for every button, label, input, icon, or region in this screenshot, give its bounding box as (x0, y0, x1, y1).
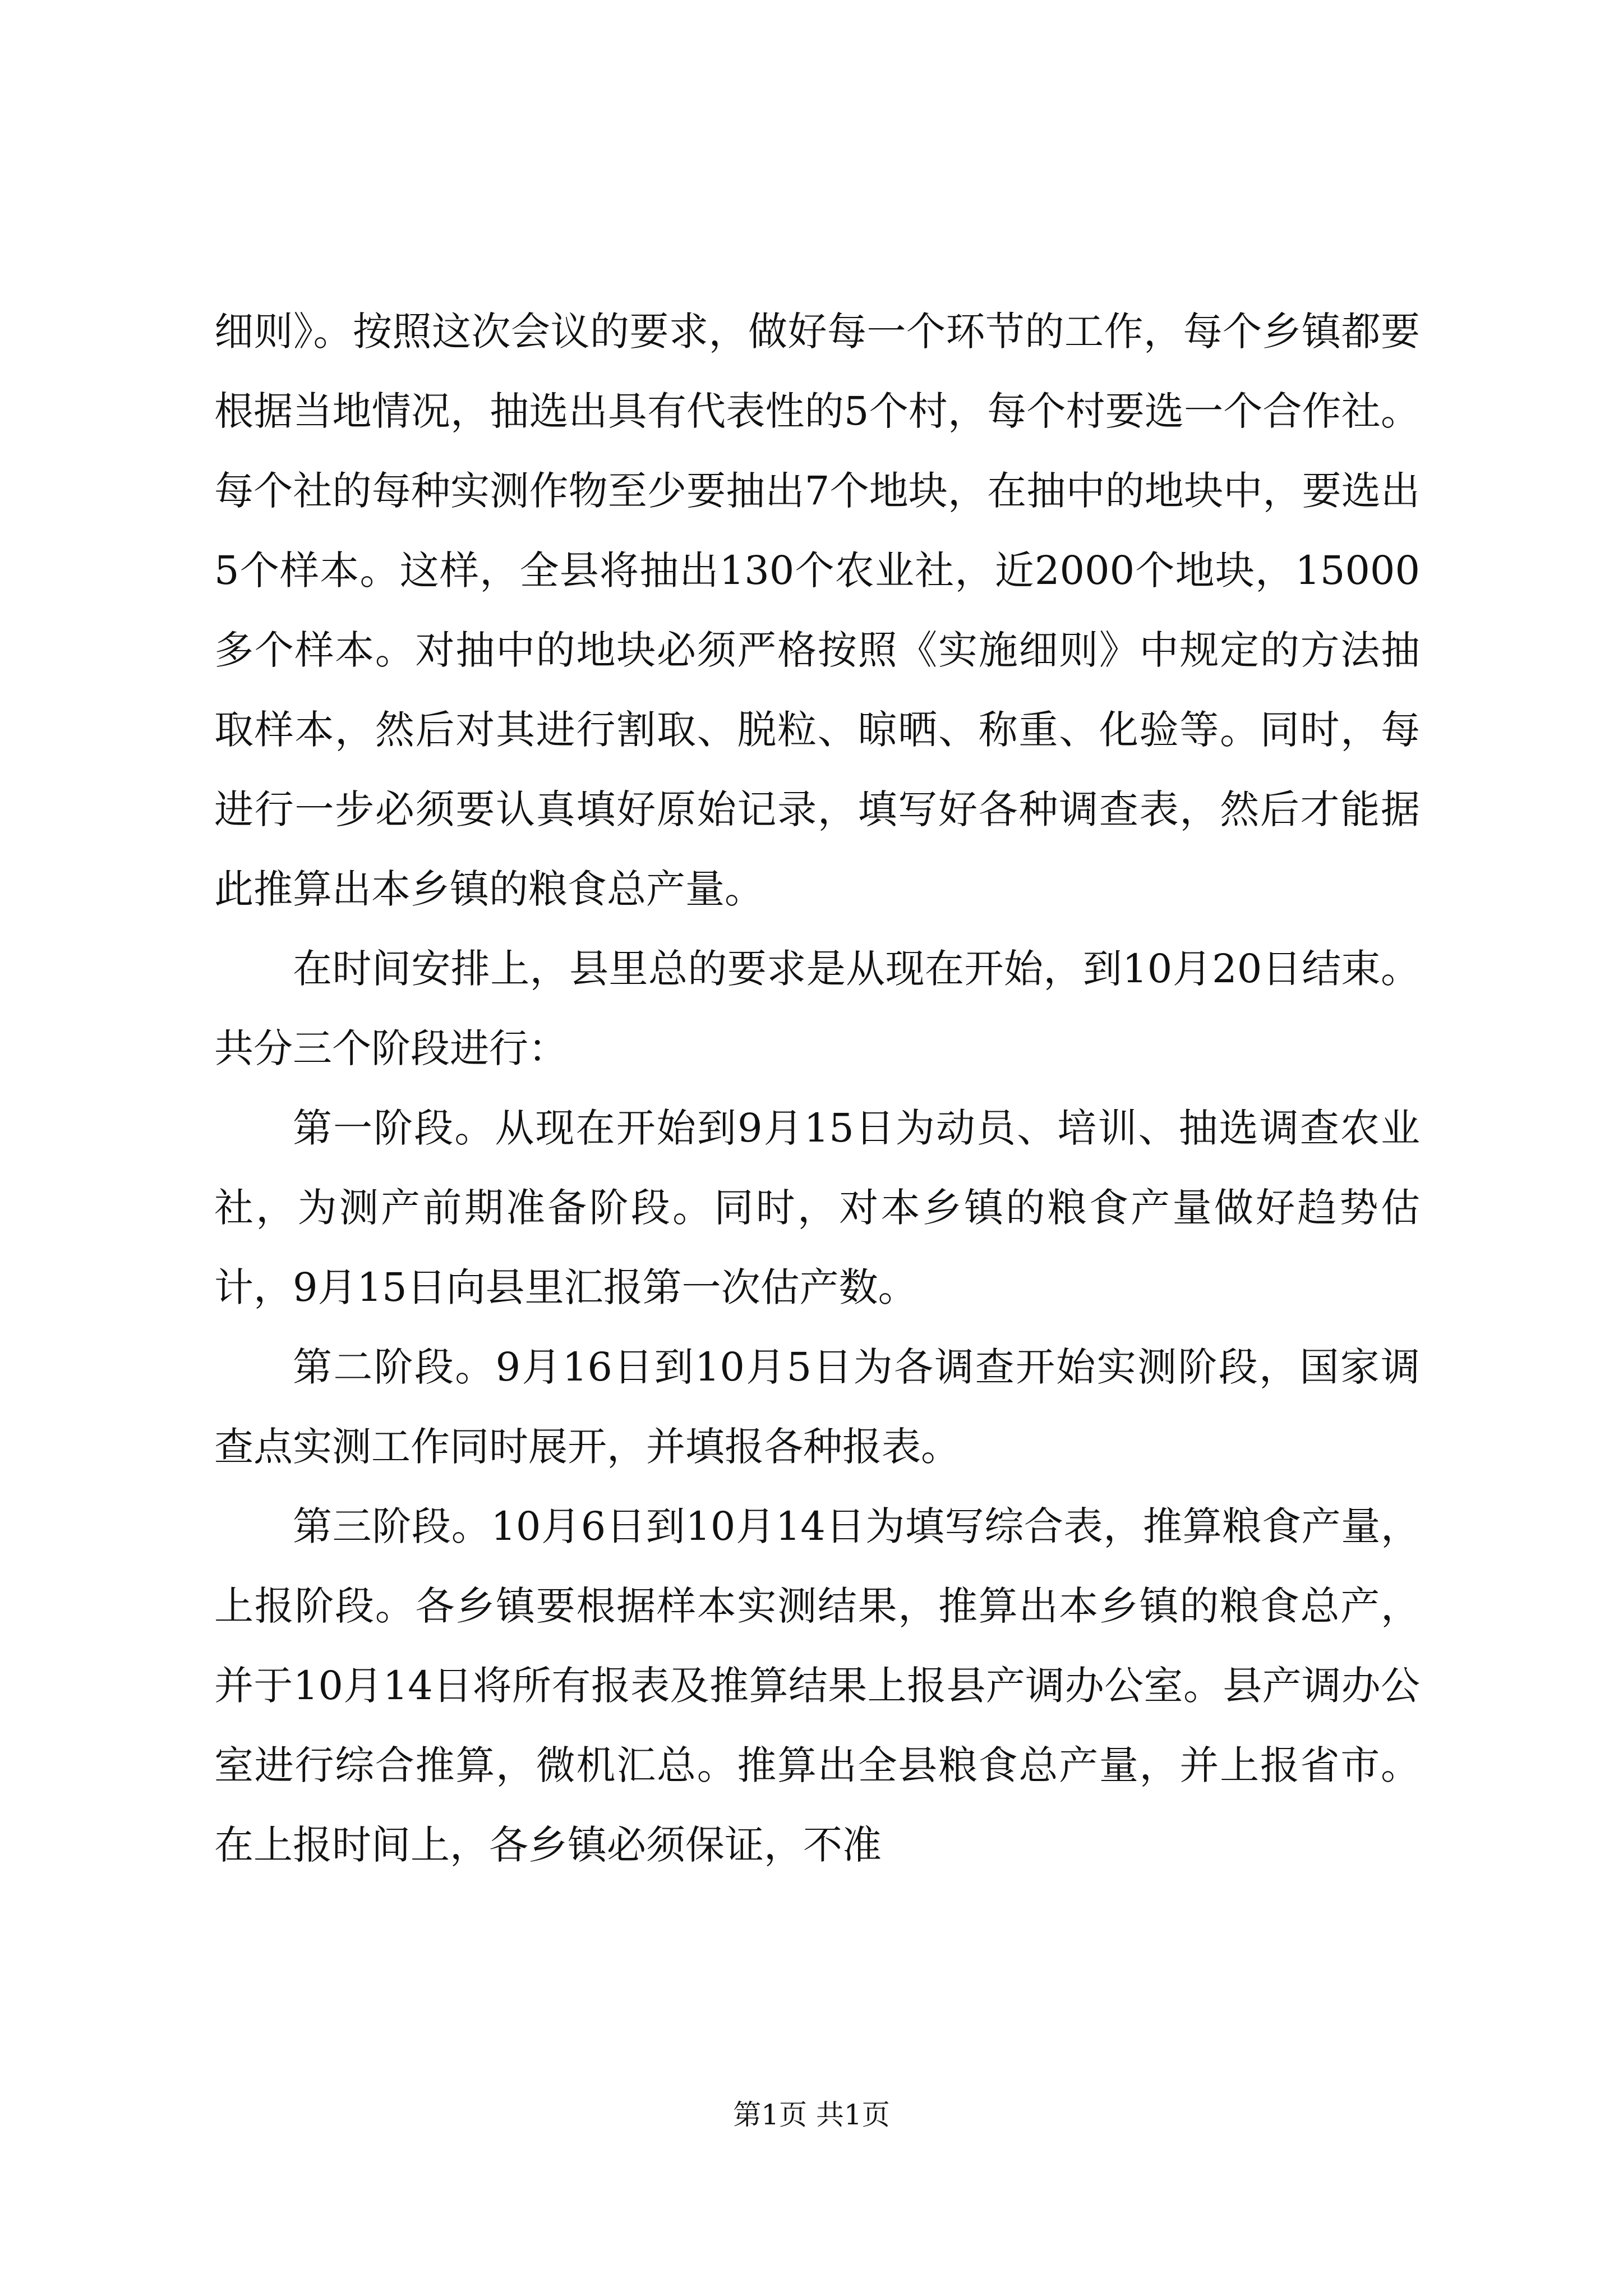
paragraph-phase-three: 第三阶段。10月6日到10月14日为填写综合表，推算粮食产量，上报阶段。各乡镇要根据样本实测结果，推算出本乡镇的粮食总产，并于10月14日将所有报表及推算结果上报县产调办公室。县产调办公室进行综合推算，微机汇总。推算出全县粮食总产量，并上报省市。在上报时间上，各乡镇必须保证，不准 (214, 1503, 1420, 1868)
paragraph-phase-two: 第二阶段。9月16日到10月5日为各调查开始实测阶段，国家调查点实测工作同时展开，并填报各种报表。 (214, 1344, 1420, 1470)
paragraph-phase-one: 第一阶段。从现在开始到9月15日为动员、培训、抽选调查农业社，为测产前期准备阶段。同时，对本乡镇的粮食产量做好趋势估计，9月15日向县里汇报第一次估产数。 (214, 1105, 1420, 1310)
paragraph-continuation: 细则》。按照这次会议的要求，做好每一个环节的工作，每个乡镇都要根据当地情况，抽选出具有代表性的5个村，每个村要选一个合作社。每个社的每种实测作物至少要抽出7个地块，在抽中的地块中，要选出5个样本。这样，全县将抽出130个农业社，近2000个地块，15000多个样本。对抽中的地块必须严格按照《实施细则》中规定的方法抽取样本，然后对其进行割取、脱粒、晾晒、称重、化验等。同时，每进行一步必须要认真填好原始记录，填写好各种调查表，然后才能据此推算出本乡镇的粮食总产量。 (214, 309, 1420, 912)
page-footer: 第1页 共1页 (733, 2099, 890, 2131)
paragraph-schedule-intro: 在时间安排上，县里总的要求是从现在开始，到10月20日结束。共分三个阶段进行： (214, 946, 1420, 1071)
document-body (214, 292, 1420, 1885)
